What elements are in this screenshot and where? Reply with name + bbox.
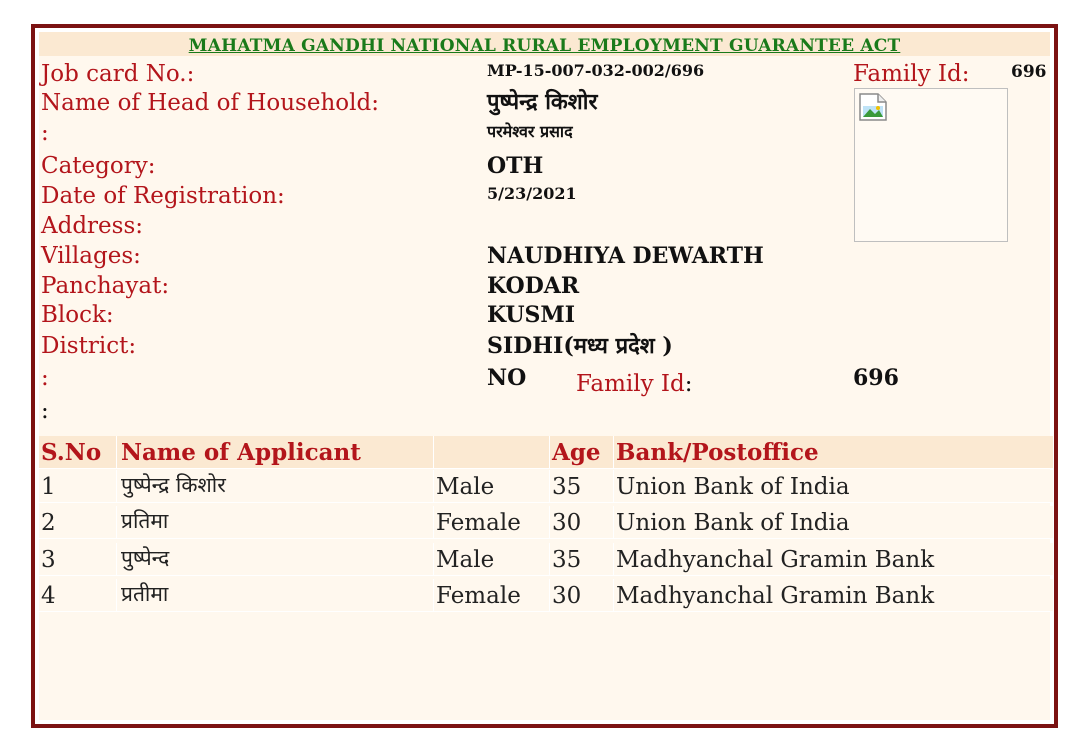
family-id-label: Family Id: [853, 61, 970, 87]
family-id-secondary-text: Family Id [576, 371, 685, 397]
row-bank: Union Bank of India [614, 506, 1054, 539]
registration-date-label: Date of Registration: [41, 183, 285, 209]
row-bank: Madhyanchal Gramin Bank [614, 543, 1054, 576]
table-row [39, 579, 1054, 612]
row-applicant-name: पुष्पेन्द्र किशोर [117, 470, 434, 503]
address-label: Address: [41, 213, 144, 239]
row-bank: Madhyanchal Gramin Bank [614, 579, 1054, 612]
villages-value: NAUDHIYA DEWARTH [487, 243, 764, 269]
block-value: KUSMI [487, 302, 576, 328]
category-value: OTH [487, 153, 544, 179]
category-label: Category: [41, 153, 156, 179]
row-sno: 4 [39, 579, 117, 612]
row-sno: 1 [39, 470, 117, 503]
job-card-number: MP-15-007-032-002/696 [487, 61, 705, 80]
row-applicant-name: प्रतिमा [117, 506, 434, 539]
block-label: Block: [41, 302, 114, 328]
bpl-label: : [41, 365, 49, 391]
broken-image-icon [858, 92, 888, 122]
header-age: Age [550, 436, 614, 469]
row-age: 30 [550, 506, 614, 539]
villages-label: Villages: [41, 243, 141, 269]
head-of-household-name: पुष्पेन्द्र किशोर [487, 89, 598, 115]
father-name-label: : [41, 120, 49, 146]
registration-date: 5/23/2021 [487, 184, 577, 203]
row-gender: Male [434, 543, 550, 576]
district-value: SIDHI(मध्य प्रदेश ) [487, 333, 673, 359]
row-sno: 3 [39, 543, 117, 576]
table-row [39, 470, 1054, 503]
district-label: District: [41, 333, 137, 359]
header-sno: S.No [39, 436, 117, 469]
row-bank: Union Bank of India [614, 470, 1054, 503]
row-applicant-name: प्रतीमा [117, 579, 434, 612]
father-name: परमेश्वर प्रसाद [487, 122, 573, 141]
family-id-secondary-label [576, 370, 693, 398]
job-card [31, 24, 1058, 728]
row-gender: Male [434, 470, 550, 503]
extra-label: : [41, 398, 49, 424]
panchayat-label: Panchayat: [41, 273, 170, 299]
job-card-body [39, 32, 1050, 720]
header-gender [434, 436, 550, 469]
row-age: 30 [550, 579, 614, 612]
family-id-secondary-value: 696 [853, 365, 899, 391]
act-title: MAHATMA GANDHI NATIONAL RURAL EMPLOYMENT GUARANTEE ACT [188, 36, 901, 56]
job-card-label: Job card No.: [41, 61, 195, 87]
head-of-household-label: Name of Head of Household: [41, 90, 379, 116]
header-bank: Bank/Postoffice [614, 436, 1054, 469]
table-row [39, 506, 1054, 539]
header-applicant-name: Name of Applicant [117, 436, 434, 469]
row-applicant-name: पुष्पेन्द [117, 543, 434, 576]
panchayat-value: KODAR [487, 273, 580, 299]
row-age: 35 [550, 543, 614, 576]
row-sno: 2 [39, 506, 117, 539]
photo-frame [854, 88, 1008, 242]
family-id-value: 696 [1011, 62, 1047, 82]
family-id-secondary-colon: : [684, 371, 693, 397]
table-header-row [39, 436, 1054, 469]
row-gender: Female [434, 506, 550, 539]
row-gender: Female [434, 579, 550, 612]
row-age: 35 [550, 470, 614, 503]
table-row [39, 543, 1054, 576]
bpl-value: NO [487, 365, 527, 391]
